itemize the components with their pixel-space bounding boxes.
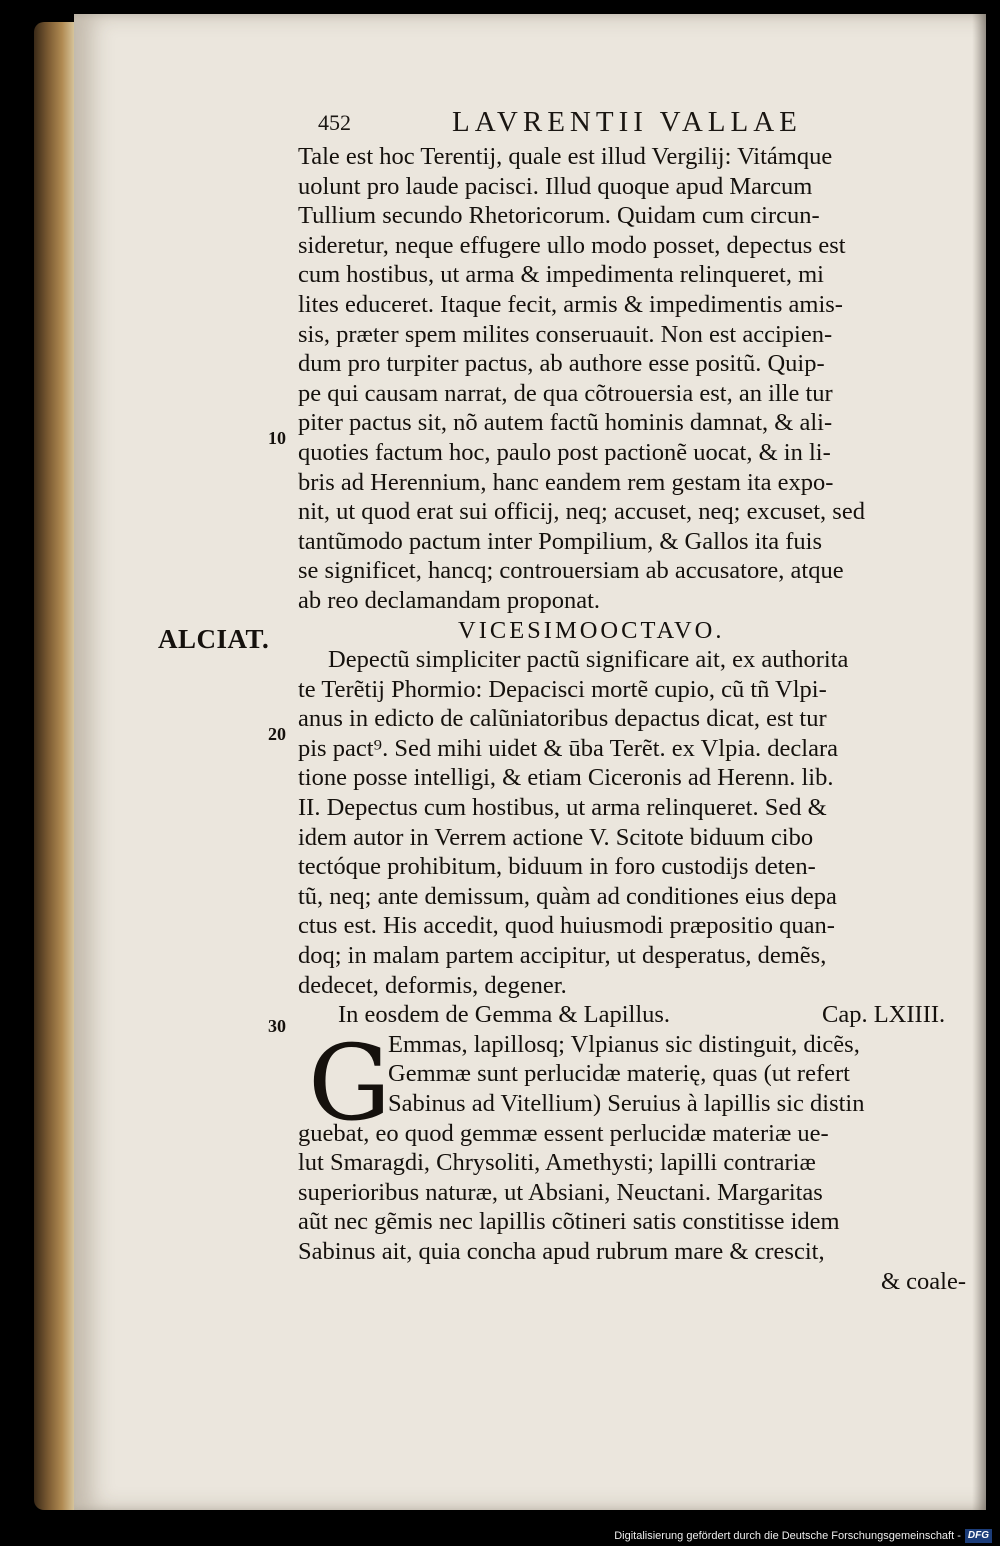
text-line: dum pro turpiter pactus, ab authore esse positũ. Quip- xyxy=(298,350,825,378)
chapter-title: In eosdem de Gemma & Lapillus. xyxy=(338,1001,671,1029)
text-line: se significet, hancq; controuersiam ab accusatore, atque xyxy=(298,557,844,585)
text-line: piter pactus sit, nõ autem factũ hominis damnat, & ali- xyxy=(298,409,833,437)
chapter-heading xyxy=(298,1000,966,1030)
text-line: idem autor in Verrem actione V. Scitote biduum cibo xyxy=(298,823,814,851)
funding-credit: Digitalisierung gefördert durch die Deutsche Forschungsgemeinschaft - xyxy=(614,1530,961,1542)
footer-credit xyxy=(0,1526,1000,1546)
text-line: Sabinus ait, quia concha apud rubrum mare & crescit, xyxy=(298,1237,825,1265)
text-line: quoties factum hoc, paulo post pactionẽ uocat, & in li- xyxy=(298,438,831,466)
text-line: anus in edicto de calũniatoribus depactus dicat, est tur xyxy=(298,705,827,733)
text-line: Gemmæ sunt perlucidæ materię, quas (ut refert xyxy=(388,1060,850,1088)
chapter-number: Cap. LXIIII. xyxy=(822,1001,946,1029)
text-line: lites educeret. Itaque fecit, armis & impedimentis amis- xyxy=(298,290,843,318)
drop-cap: G xyxy=(308,1022,392,1144)
dfg-logo: DFG xyxy=(965,1529,992,1543)
text-line: pe qui causam narrat, de qua cõtrouersia est, an ille tur xyxy=(298,379,833,407)
text-line: sis, præter spem milites conseruauit. Non est accipien- xyxy=(298,320,833,348)
text-line: tectóque prohibitum, biduum in foro custodijs deten- xyxy=(298,853,816,881)
book-edge xyxy=(34,22,74,1510)
catchword: & coale- xyxy=(880,1267,966,1295)
text-line: tantũmodo pactum inter Pompilium, & Gallos ita fuis xyxy=(298,527,822,555)
line-number-20: 20 xyxy=(268,724,286,744)
text-line: II. Depectus cum hostibus, ut arma relinqueret. Sed & xyxy=(298,794,827,822)
text-line: tione posse intelligi, & etiam Ciceronis ad Herenn. lib. xyxy=(298,764,834,792)
text-line: cum hostibus, ut arma & impedimenta relinqueret, mi xyxy=(298,261,824,289)
page-header xyxy=(318,106,958,142)
text-line: Sabinus ad Vitellium) Seruius à lapillis sic distin xyxy=(388,1090,865,1117)
section-heading: VICESIMOOCTAVO. xyxy=(458,616,725,644)
text-line: lut Smaragdi, Chrysoliti, Amethysti; lapilli contrariæ xyxy=(298,1149,816,1177)
text-line: aũt nec gẽmis nec lapillis cõtineri satis constitisse idem xyxy=(298,1208,840,1236)
text-line: doq; in malam partem accipitur, ut desperatus, demẽs, xyxy=(298,942,827,970)
text-line: Depectũ simpliciter pactũ significare ait, ex authorita xyxy=(328,646,849,674)
line-number-10: 10 xyxy=(268,428,286,448)
text-line: Emmas, lapillosq; Vlpianus sic distinguit, dicẽs, xyxy=(388,1030,860,1058)
text-line: guebat, eo quod gemmæ essent perlucidæ materiæ ue- xyxy=(298,1119,829,1147)
text-line: tũ, neq; ante demissum, quàm ad conditiones eius depa xyxy=(298,882,837,910)
text-line: Tullium secundo Rhetoricorum. Quidam cum circun- xyxy=(298,202,820,230)
margin-note-alciat: ALCIAT. xyxy=(158,624,270,654)
running-title: LAVRENTII VALLAE xyxy=(452,106,802,138)
text-line: sideretur, neque effugere ullo modo posset, depectus est xyxy=(298,231,846,259)
text-line: te Terẽtij Phormio: Depacisci mortẽ cupio, cũ tñ Vlpi- xyxy=(298,675,827,703)
line-number-30: 30 xyxy=(268,1016,286,1036)
text-line: Tale est hoc Terentij, quale est illud Vergilij: Vitámque xyxy=(298,143,833,170)
text-line: ctus est. His accedit, quod huiusmodi præpositio quan- xyxy=(298,912,835,940)
text-line: ab reo declamandam proponat. xyxy=(298,586,601,614)
text-line: superioribus naturæ, ut Absiani, Neuctani. Margaritas xyxy=(298,1178,823,1206)
body-text xyxy=(298,142,966,1296)
text-line: pis pact⁹. Sed mihi uidet & ūba Terẽt. ex Vlpia. declara xyxy=(298,734,839,762)
text-line: uolunt pro laude pacisci. Illud quoque apud Marcum xyxy=(298,172,813,200)
text-line: nit, ut quod erat sui officij, neq; accuset, neq; excuset, sed xyxy=(298,498,865,526)
text-line: bris ad Herennium, hanc eandem rem gestam ita expo- xyxy=(298,468,834,496)
page-number: 452 xyxy=(318,110,351,135)
text-line: dedecet, deformis, degener. xyxy=(298,971,567,999)
